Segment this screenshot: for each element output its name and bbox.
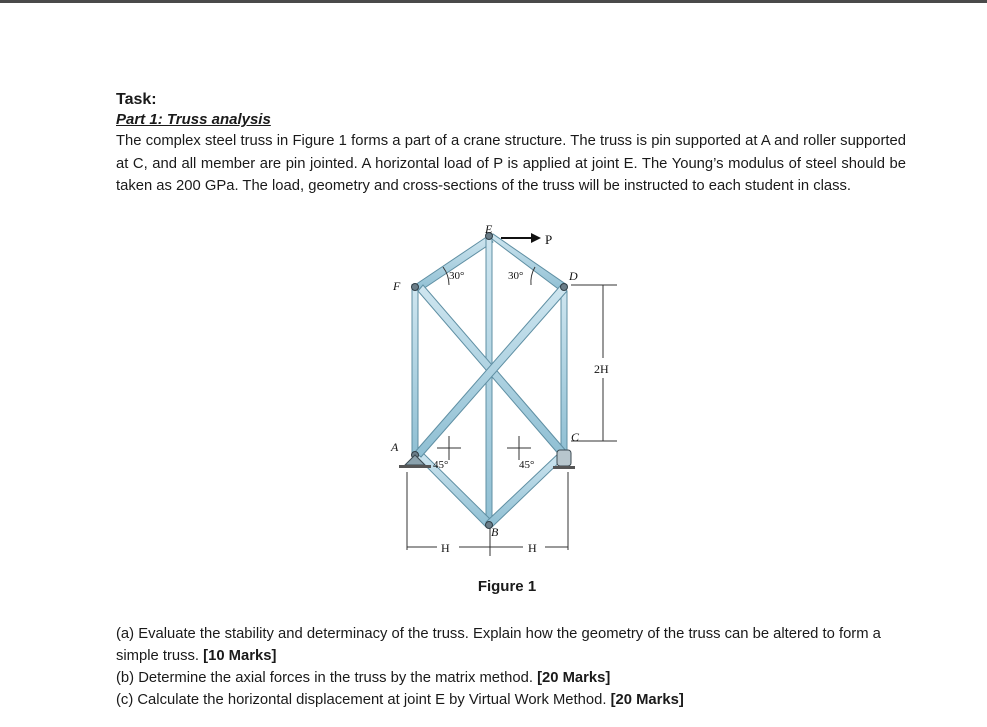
label-P: P bbox=[545, 232, 553, 247]
member-FE bbox=[415, 236, 493, 291]
task-description: The complex steel truss in Figure 1 forms a part of a crane structure. The truss is pin supported at A and roller supported at C, and all member are pin jointed. A horizontal load of P is applied at joint E. The Young’s modulus of steel should be taken as 200 GPa. The load, geometry and cross-sections of the truss will be instructed to each student in class. bbox=[116, 133, 906, 195]
question-c-text: (c) Calculate the horizontal displacement at joint E by Virtual Work Method. bbox=[116, 692, 607, 708]
label-H-left: H bbox=[441, 541, 450, 555]
question-b-text: (b) Determine the axial forces in the truss by the matrix method. bbox=[116, 670, 533, 686]
truss-members bbox=[412, 234, 567, 527]
label-A: A bbox=[391, 440, 399, 454]
label-2H: 2H bbox=[594, 362, 609, 376]
question-b bbox=[116, 667, 916, 689]
member-AB bbox=[415, 451, 493, 527]
label-E: E bbox=[485, 222, 493, 236]
label-angle-right-bottom: 45° bbox=[519, 459, 535, 471]
label-angle-right-top: 30° bbox=[508, 270, 524, 282]
question-b-marks: [20 Marks] bbox=[537, 670, 611, 686]
question-a bbox=[116, 623, 916, 667]
question-a-text: (a) Evaluate the stability and determinacy of the truss. Explain how the geometry of the truss can be altered to form a simple truss. bbox=[116, 626, 881, 664]
dimension-lines bbox=[407, 285, 617, 556]
part-heading: Part 1: Truss analysis bbox=[116, 111, 271, 128]
figure-caption: Figure 1 bbox=[477, 578, 537, 595]
label-D: D bbox=[569, 269, 578, 283]
figure-labels bbox=[390, 222, 609, 555]
task-section bbox=[116, 90, 906, 198]
truss-figure bbox=[385, 222, 645, 562]
label-C: C bbox=[571, 430, 580, 444]
label-H-right: H bbox=[528, 541, 537, 555]
label-B: B bbox=[491, 525, 499, 539]
member-AF bbox=[412, 285, 418, 455]
load-arrow bbox=[501, 233, 541, 243]
question-c bbox=[116, 689, 916, 711]
window-top-border bbox=[0, 0, 987, 3]
task-heading: Task: bbox=[116, 91, 157, 108]
label-angle-left-top: 30° bbox=[449, 270, 465, 282]
member-ED bbox=[488, 234, 567, 291]
question-a-marks: [10 Marks] bbox=[203, 648, 277, 664]
truss-diagram bbox=[385, 222, 645, 562]
questions-list bbox=[116, 623, 916, 711]
member-CD bbox=[561, 285, 567, 455]
question-c-marks: [20 Marks] bbox=[610, 692, 684, 708]
label-angle-left-bottom: 45° bbox=[433, 459, 449, 471]
label-F: F bbox=[393, 279, 401, 293]
